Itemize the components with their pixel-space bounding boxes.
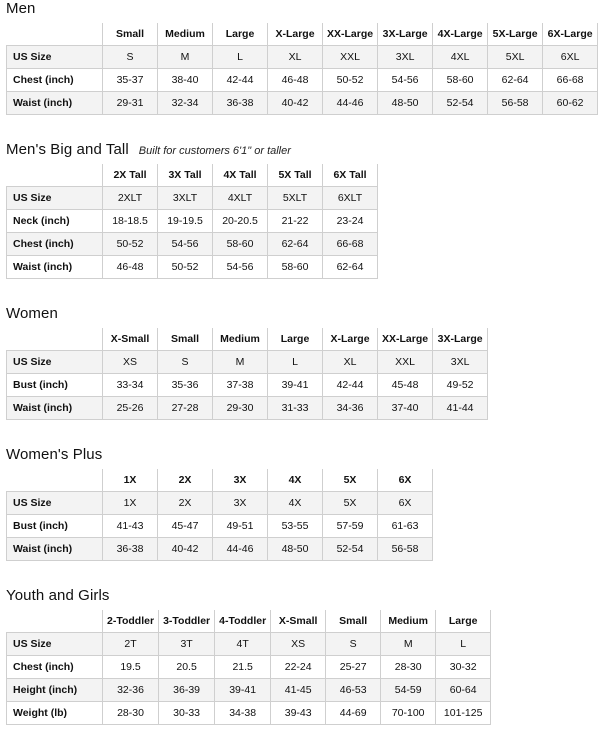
table-cell: 21-22	[268, 210, 323, 233]
table-row	[7, 656, 491, 679]
column-header: Medium	[158, 23, 213, 46]
table-row	[7, 538, 433, 561]
table-cell: 44-46	[323, 92, 378, 115]
table-cell: 4X	[268, 492, 323, 515]
table-cell: 3XL	[433, 351, 488, 374]
column-header: Medium	[381, 610, 436, 633]
table-corner-cell	[7, 469, 103, 492]
size-section-women	[0, 305, 600, 420]
section-spacer	[0, 561, 600, 587]
table-row	[7, 351, 488, 374]
table-cell: 4XL	[433, 46, 488, 69]
size-table-mens-big-and-tall	[6, 164, 378, 279]
table-cell: 41-45	[271, 679, 326, 702]
table-cell: XXL	[323, 46, 378, 69]
section-title: Women	[6, 305, 58, 322]
table-cell: 20-20.5	[213, 210, 268, 233]
column-header: X-Small	[271, 610, 326, 633]
column-header: 3X-Large	[433, 328, 488, 351]
table-cell: 44-69	[326, 702, 381, 725]
column-header: 4-Toddler	[215, 610, 271, 633]
row-label: Waist (inch)	[7, 397, 103, 420]
size-section-mens-big-and-tall	[0, 141, 600, 279]
table-cell: 101-125	[436, 702, 491, 725]
column-header: 4X	[268, 469, 323, 492]
table-cell: 39-43	[271, 702, 326, 725]
table-cell: 18-18.5	[103, 210, 158, 233]
table-cell: 46-53	[326, 679, 381, 702]
row-label: US Size	[7, 187, 103, 210]
table-cell: 41-44	[433, 397, 488, 420]
column-header: XX-Large	[378, 328, 433, 351]
section-subtitle: Built for customers 6'1" or taller	[138, 145, 291, 157]
table-cell: 3T	[159, 633, 215, 656]
table-cell: 42-44	[213, 69, 268, 92]
table-cell: 60-62	[543, 92, 598, 115]
table-cell: 58-60	[213, 233, 268, 256]
table-cell: 38-40	[158, 69, 213, 92]
row-label: Chest (inch)	[7, 233, 103, 256]
table-cell: 2T	[103, 633, 159, 656]
table-cell: 33-34	[103, 374, 158, 397]
table-row	[7, 233, 378, 256]
column-header: 4X-Large	[433, 23, 488, 46]
column-header: 5X-Large	[488, 23, 543, 46]
table-cell: 66-68	[543, 69, 598, 92]
table-cell: 4T	[215, 633, 271, 656]
table-corner-cell	[7, 164, 103, 187]
row-label: Neck (inch)	[7, 210, 103, 233]
table-cell: 61-63	[378, 515, 433, 538]
table-cell: 31-33	[268, 397, 323, 420]
table-cell: 54-56	[213, 256, 268, 279]
table-cell: XL	[268, 46, 323, 69]
table-cell: 6X	[378, 492, 433, 515]
table-cell: XS	[103, 351, 158, 374]
table-cell: 57-59	[323, 515, 378, 538]
table-corner-cell	[7, 610, 103, 633]
table-cell: 56-58	[378, 538, 433, 561]
row-label: US Size	[7, 46, 103, 69]
table-cell: 49-51	[213, 515, 268, 538]
table-cell: 45-47	[158, 515, 213, 538]
table-row	[7, 374, 488, 397]
table-header-row	[7, 328, 488, 351]
table-header-row	[7, 469, 433, 492]
table-cell: 48-50	[378, 92, 433, 115]
table-cell: 36-38	[103, 538, 158, 561]
table-cell: 2XLT	[103, 187, 158, 210]
table-cell: 25-27	[326, 656, 381, 679]
table-cell: 39-41	[268, 374, 323, 397]
table-cell: 56-58	[488, 92, 543, 115]
table-cell: 39-41	[215, 679, 271, 702]
column-header: X-Large	[268, 23, 323, 46]
section-spacer	[0, 725, 600, 751]
column-header: Large	[436, 610, 491, 633]
table-cell: 62-64	[323, 256, 378, 279]
section-header-women	[0, 305, 600, 328]
table-cell: 3XLT	[158, 187, 213, 210]
table-cell: 35-36	[158, 374, 213, 397]
row-label: Waist (inch)	[7, 256, 103, 279]
section-header-men	[0, 0, 600, 23]
table-cell: 40-42	[268, 92, 323, 115]
table-row	[7, 702, 491, 725]
table-cell: 54-56	[378, 69, 433, 92]
table-row	[7, 492, 433, 515]
table-row	[7, 679, 491, 702]
section-spacer	[0, 279, 600, 305]
table-cell: 19.5	[103, 656, 159, 679]
table-cell: 50-52	[323, 69, 378, 92]
table-cell: 5XLT	[268, 187, 323, 210]
table-row	[7, 210, 378, 233]
table-cell: 30-32	[436, 656, 491, 679]
table-cell: 53-55	[268, 515, 323, 538]
table-cell: 21.5	[215, 656, 271, 679]
column-header: 2-Toddler	[103, 610, 159, 633]
column-header: X-Large	[323, 328, 378, 351]
row-label: Weight (lb)	[7, 702, 103, 725]
table-cell: 44-46	[213, 538, 268, 561]
table-cell: 34-38	[215, 702, 271, 725]
column-header: 2X Tall	[103, 164, 158, 187]
column-header: 3-Toddler	[159, 610, 215, 633]
table-cell: S	[158, 351, 213, 374]
table-cell: XXL	[378, 351, 433, 374]
size-section-men	[0, 0, 600, 115]
table-cell: 4XLT	[213, 187, 268, 210]
row-label: US Size	[7, 633, 103, 656]
table-cell: 20.5	[159, 656, 215, 679]
table-cell: 23-24	[323, 210, 378, 233]
table-cell: 1X	[103, 492, 158, 515]
column-header: Large	[268, 328, 323, 351]
table-cell: 52-54	[433, 92, 488, 115]
table-cell: 29-31	[103, 92, 158, 115]
table-cell: 54-59	[381, 679, 436, 702]
table-corner-cell	[7, 23, 103, 46]
table-cell: XS	[271, 633, 326, 656]
table-cell: 58-60	[268, 256, 323, 279]
row-label: Chest (inch)	[7, 69, 103, 92]
table-cell: 50-52	[103, 233, 158, 256]
table-cell: 49-52	[433, 374, 488, 397]
section-spacer	[0, 115, 600, 141]
column-header: 3X-Large	[378, 23, 433, 46]
section-header-womens-plus	[0, 446, 600, 469]
table-cell: 27-28	[158, 397, 213, 420]
column-header: 1X	[103, 469, 158, 492]
table-cell: M	[158, 46, 213, 69]
table-cell: 58-60	[433, 69, 488, 92]
column-header: Small	[103, 23, 158, 46]
column-header: Medium	[213, 328, 268, 351]
row-label: Height (inch)	[7, 679, 103, 702]
table-row	[7, 46, 598, 69]
table-cell: 28-30	[381, 656, 436, 679]
section-title: Men	[6, 0, 36, 17]
table-cell: 19-19.5	[158, 210, 213, 233]
table-cell: 28-30	[103, 702, 159, 725]
row-label: Bust (inch)	[7, 515, 103, 538]
table-cell: 32-36	[103, 679, 159, 702]
table-cell: 34-36	[323, 397, 378, 420]
table-cell: 5XL	[488, 46, 543, 69]
table-row	[7, 69, 598, 92]
row-label: US Size	[7, 492, 103, 515]
section-title: Youth and Girls	[6, 587, 110, 604]
size-section-womens-plus	[0, 446, 600, 561]
table-cell: 42-44	[323, 374, 378, 397]
table-cell: 70-100	[381, 702, 436, 725]
row-label: Bust (inch)	[7, 374, 103, 397]
section-header-mens-big-and-tall	[0, 141, 600, 164]
table-header-row	[7, 610, 491, 633]
table-row	[7, 515, 433, 538]
table-cell: 29-30	[213, 397, 268, 420]
table-cell: 54-56	[158, 233, 213, 256]
table-header-row	[7, 164, 378, 187]
table-cell: L	[268, 351, 323, 374]
table-cell: S	[326, 633, 381, 656]
table-row	[7, 92, 598, 115]
size-table-men	[6, 23, 598, 115]
table-cell: S	[103, 46, 158, 69]
table-row	[7, 256, 378, 279]
column-header: 6X-Large	[543, 23, 598, 46]
table-cell: 36-39	[159, 679, 215, 702]
table-cell: 50-52	[158, 256, 213, 279]
table-cell: 3X	[213, 492, 268, 515]
table-corner-cell	[7, 328, 103, 351]
row-label: Chest (inch)	[7, 656, 103, 679]
table-row	[7, 187, 378, 210]
table-cell: 46-48	[268, 69, 323, 92]
table-cell: 3XL	[378, 46, 433, 69]
table-cell: 25-26	[103, 397, 158, 420]
row-label: US Size	[7, 351, 103, 374]
table-header-row	[7, 23, 598, 46]
column-header: 3X	[213, 469, 268, 492]
section-header-youth-and-girls	[0, 587, 600, 610]
column-header: Small	[326, 610, 381, 633]
table-cell: 48-50	[268, 538, 323, 561]
table-cell: 66-68	[323, 233, 378, 256]
column-header: Large	[213, 23, 268, 46]
column-header: 3X Tall	[158, 164, 213, 187]
table-cell: 36-38	[213, 92, 268, 115]
size-table-women	[6, 328, 488, 420]
table-cell: 52-54	[323, 538, 378, 561]
section-spacer	[0, 420, 600, 446]
section-title: Women's Plus	[6, 446, 103, 463]
column-header: XX-Large	[323, 23, 378, 46]
table-cell: 5X	[323, 492, 378, 515]
row-label: Waist (inch)	[7, 538, 103, 561]
size-table-womens-plus	[6, 469, 433, 561]
column-header: 2X	[158, 469, 213, 492]
table-cell: 62-64	[488, 69, 543, 92]
table-cell: 2X	[158, 492, 213, 515]
table-cell: 46-48	[103, 256, 158, 279]
table-cell: 45-48	[378, 374, 433, 397]
column-header: 6X	[378, 469, 433, 492]
table-cell: 41-43	[103, 515, 158, 538]
column-header: X-Small	[103, 328, 158, 351]
column-header: 6X Tall	[323, 164, 378, 187]
table-cell: 62-64	[268, 233, 323, 256]
table-cell: 37-40	[378, 397, 433, 420]
table-cell: M	[381, 633, 436, 656]
table-cell: 37-38	[213, 374, 268, 397]
size-section-youth-and-girls	[0, 587, 600, 725]
table-cell: 40-42	[158, 538, 213, 561]
table-cell: 22-24	[271, 656, 326, 679]
table-cell: XL	[323, 351, 378, 374]
table-cell: L	[213, 46, 268, 69]
table-cell: 6XLT	[323, 187, 378, 210]
table-cell: 35-37	[103, 69, 158, 92]
table-cell: L	[436, 633, 491, 656]
column-header: 4X Tall	[213, 164, 268, 187]
table-cell: 60-64	[436, 679, 491, 702]
row-label: Waist (inch)	[7, 92, 103, 115]
table-cell: M	[213, 351, 268, 374]
table-cell: 6XL	[543, 46, 598, 69]
table-row	[7, 397, 488, 420]
column-header: 5X Tall	[268, 164, 323, 187]
table-cell: 32-34	[158, 92, 213, 115]
table-cell: 30-33	[159, 702, 215, 725]
table-row	[7, 633, 491, 656]
size-table-youth-and-girls	[6, 610, 491, 725]
column-header: 5X	[323, 469, 378, 492]
section-title: Men's Big and Tall	[6, 141, 129, 158]
column-header: Small	[158, 328, 213, 351]
